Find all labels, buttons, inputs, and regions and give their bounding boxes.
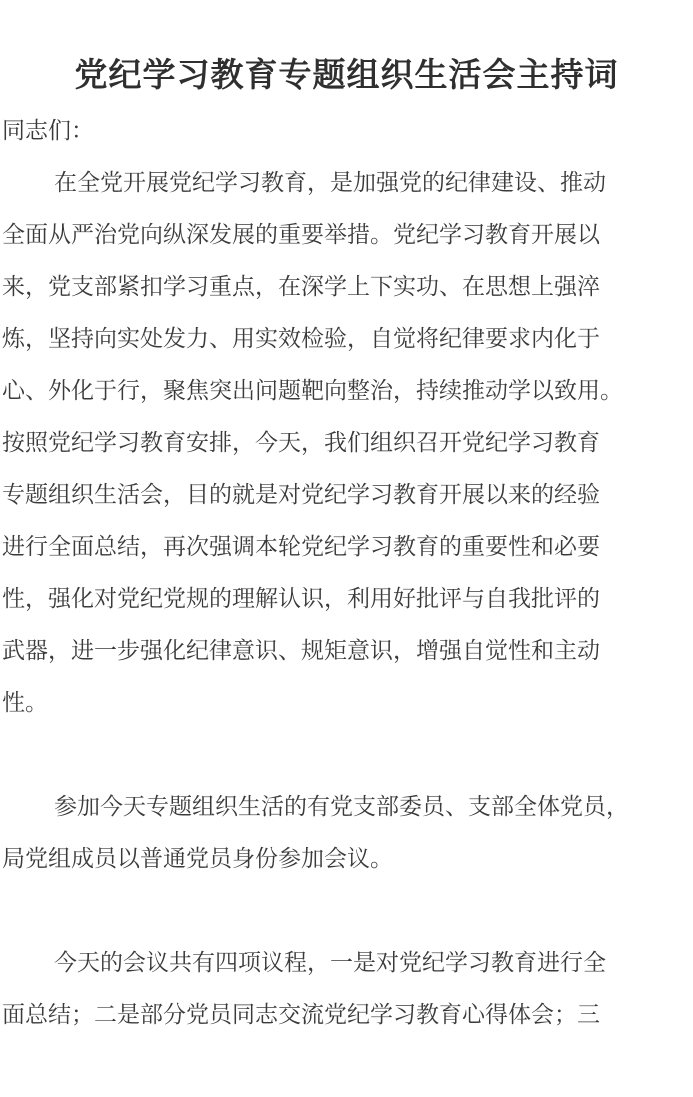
paragraph-line: 参加今天专题组织生活的有党支部委员、支部全体党员， [54, 794, 629, 820]
paragraph-line: 局党组成员以普通党员身份参加会议。 [2, 846, 393, 872]
paragraph-line: 按照党纪学习教育安排，今天，我们组织召开党纪学习教育 [2, 430, 600, 456]
paragraph-agenda [2, 937, 693, 1041]
paragraph-line: 性。 [2, 690, 48, 716]
paragraph-line: 进行全面总结，再次强调本轮党纪学习教育的重要性和必要 [2, 534, 600, 560]
paragraph-line: 来，党支部紧扣学习重点，在深学上下实功、在思想上强淬 [2, 274, 600, 300]
paragraph-line: 全面从严治党向纵深发展的重要举措。党纪学习教育开展以 [2, 222, 600, 248]
paragraph-opening [2, 157, 693, 729]
paragraph-line: 今天的会议共有四项议程，一是对党纪学习教育进行全 [54, 950, 606, 976]
paragraph-line: 武器，进一步强化纪律意识、规矩意识，增强自觉性和主动 [2, 638, 600, 664]
paragraph-line: 炼，坚持向实处发力、用实效检验，自觉将纪律要求内化于 [2, 326, 600, 352]
paragraph-line: 面总结；二是部分党员同志交流党纪学习教育心得体会；三 [2, 1002, 600, 1028]
paragraph-line: 在全党开展党纪学习教育，是加强党的纪律建设、推动 [54, 170, 606, 196]
paragraph-attendees [2, 781, 693, 885]
paragraph-line: 心、外化于行，聚焦突出问题靶向整治，持续推动学以致用。 [2, 378, 623, 404]
paragraph-line: 性，强化对党纪党规的理解认识，利用好批评与自我批评的 [2, 586, 600, 612]
document-title: 党纪学习教育专题组织生活会主持词 [74, 55, 619, 95]
salutation: 同志们： [2, 118, 94, 144]
paragraph-line: 专题组织生活会，目的就是对党纪学习教育开展以来的经验 [2, 482, 600, 508]
